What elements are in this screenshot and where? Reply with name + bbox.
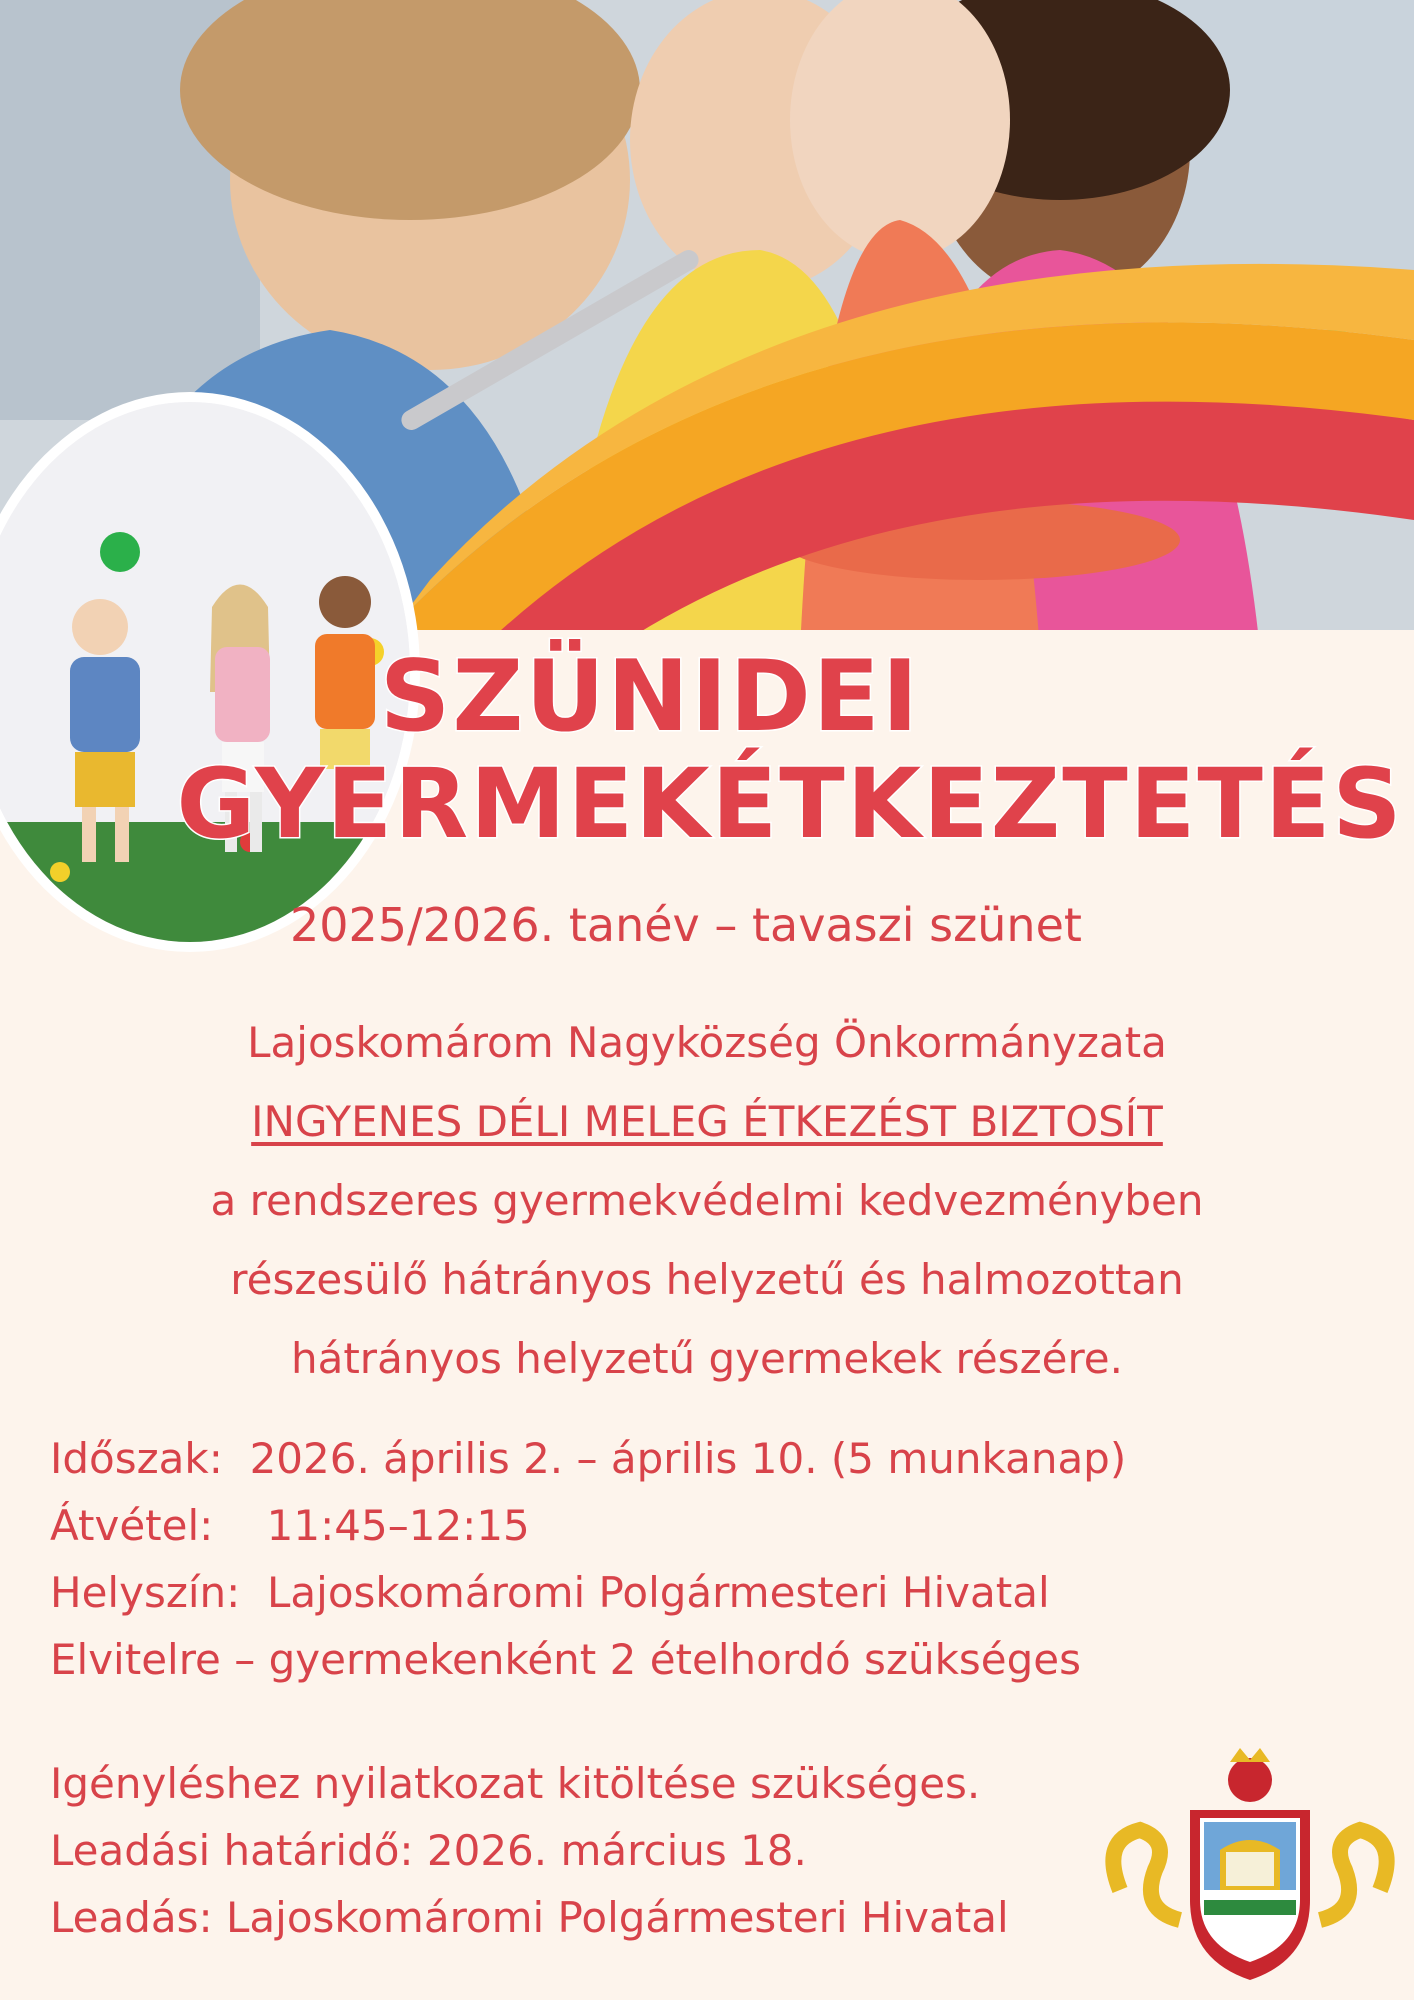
intro-line-4: részesülő hátrányos helyzetű és halmozottan (230, 1255, 1184, 1304)
intro-line-1: Lajoskomárom Nagyközség Önkormányzata (247, 1018, 1167, 1067)
title-line-1: SZÜNIDEI (379, 640, 921, 754)
coat-of-arms-icon (1100, 1740, 1400, 1990)
intro-line-2-highlight: INGYENES DÉLI MELEG ÉTKEZÉST BIZTOSÍT (251, 1097, 1163, 1146)
intro-line-3: a rendszeres gyermekvédelmi kedvezményben (210, 1176, 1204, 1225)
detail-pickup: Átvétel: 11:45–12:15 (50, 1501, 530, 1550)
detail-location: Helyszín: Lajoskomáromi Polgármesteri Hivatal (50, 1568, 1050, 1617)
detail-period: Időszak: 2026. április 2. – április 10. (5 munkanap) (50, 1434, 1127, 1483)
subtitle: 2025/2026. tanév – tavaszi szünet (290, 898, 1082, 952)
intro-text (0, 1003, 1414, 1398)
intro-line-5: hátrányos helyzetű gyermekek részére. (290, 1334, 1123, 1383)
details-block (50, 1425, 1126, 1693)
application-deadline: Leadási határidő: 2026. március 18. (50, 1826, 807, 1875)
application-block (50, 1750, 1009, 1951)
detail-takeaway: Elvitelre – gyermekenként 2 ételhordó szükséges (50, 1635, 1082, 1684)
application-line-1: Igényléshez nyilatkozat kitöltése szükséges. (50, 1759, 981, 1808)
application-submit-location: Leadás: Lajoskomáromi Polgármesteri Hivatal (50, 1893, 1009, 1942)
title-line-2: GYERMEKÉTKEZTETÉS (176, 748, 1404, 860)
